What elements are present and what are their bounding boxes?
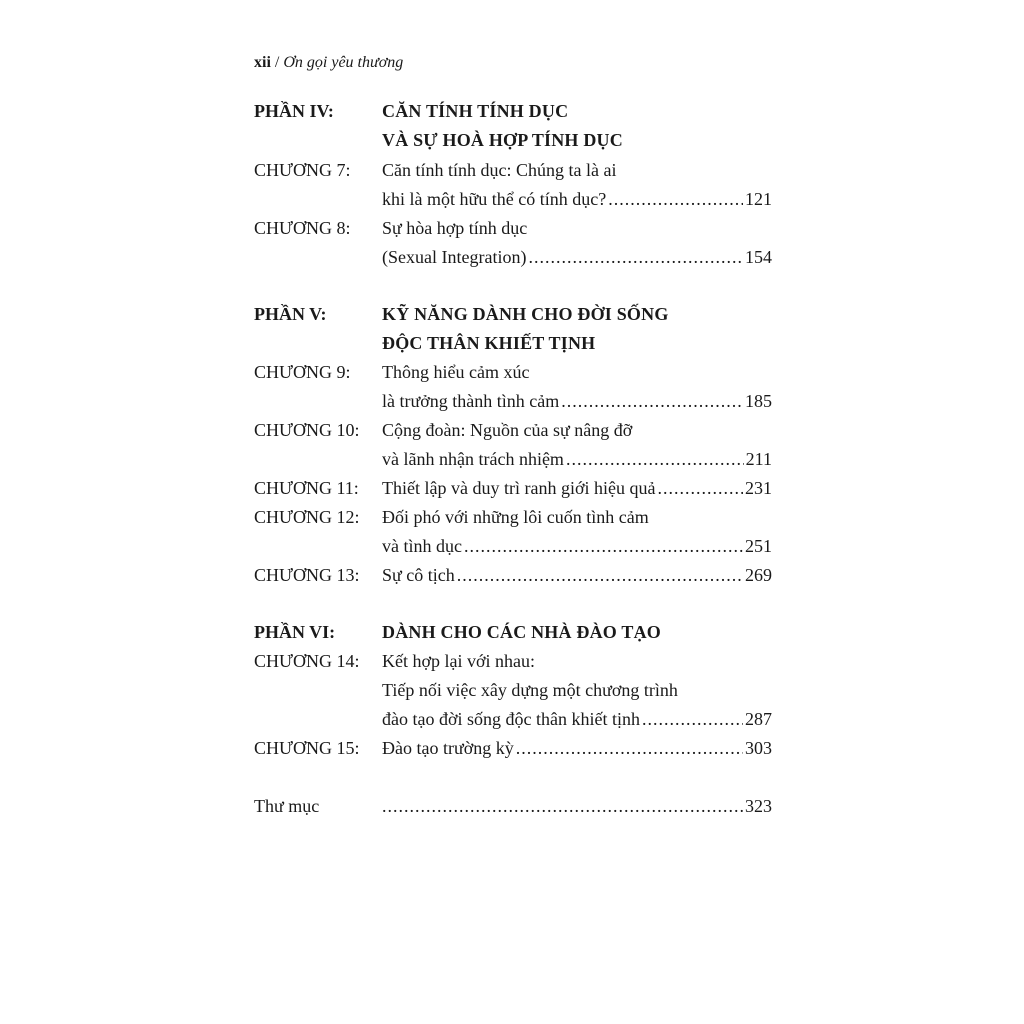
chapter-12-entry[interactable]: [254, 532, 772, 561]
chapter-8: [254, 214, 772, 243]
part-4-heading: [254, 97, 772, 126]
chapter-title-line: Kết hợp lại với nhau:: [382, 651, 536, 671]
chapter-label: CHƯƠNG 13:: [254, 565, 360, 585]
chapter-10: [254, 416, 772, 445]
chapter-title-line: khi là một hữu thể có tính dục?: [382, 189, 607, 209]
chapter-title-line: Sự hòa hợp tính dục: [382, 218, 528, 238]
chapter-title-line: là trưởng thành tình cảm: [382, 391, 560, 411]
page-ref: 211: [745, 449, 772, 469]
page-ref: 287: [745, 709, 772, 729]
part-label: PHẦN IV:: [254, 101, 334, 121]
part-title-line: VÀ SỰ HOÀ HỢP TÍNH DỤC: [382, 130, 623, 150]
part-title-line: CĂN TÍNH TÍNH DỤC: [382, 101, 569, 121]
chapter-title-line: đào tạo đời sống độc thân khiết tịnh: [382, 709, 640, 729]
leader-dots: [561, 387, 743, 416]
leader-dots: [382, 792, 743, 821]
chapter-8-entry[interactable]: [254, 243, 772, 272]
part-title-line: KỸ NĂNG DÀNH CHO ĐỜI SỐNG: [382, 304, 669, 324]
part-4-heading-line2: [254, 126, 772, 155]
page-ref: 185: [745, 391, 772, 411]
leader-dots: [566, 445, 744, 474]
part-title-line: ĐỘC THÂN KHIẾT TỊNH: [382, 333, 596, 353]
chapter-label: CHƯƠNG 8:: [254, 218, 351, 238]
chapter-label: CHƯƠNG 15:: [254, 738, 360, 758]
chapter-title-line: Thông hiểu cảm xúc: [382, 362, 530, 382]
chapter-title-line: Sự cô tịch: [382, 565, 455, 585]
chapter-7: [254, 156, 772, 185]
chapter-title-line: Tiếp nối việc xây dựng một chương trình: [382, 680, 678, 700]
chapter-10-entry[interactable]: [254, 445, 772, 474]
chapter-label: CHƯƠNG 14:: [254, 651, 360, 671]
chapter-13[interactable]: [254, 561, 772, 590]
chapter-title-line: và lãnh nhận trách nhiệm: [382, 449, 564, 469]
chapter-label: CHƯƠNG 12:: [254, 507, 360, 527]
chapter-title-line: Thiết lập và duy trì ranh giới hiệu quả: [382, 478, 656, 498]
leader-dots: [657, 474, 743, 503]
part-title-line: DÀNH CHO CÁC NHÀ ĐÀO TẠO: [382, 622, 661, 642]
chapter-14-entry[interactable]: [254, 705, 772, 734]
page-number: xii: [254, 54, 271, 71]
page-ref: 231: [745, 478, 772, 498]
chapter-15[interactable]: [254, 734, 772, 763]
chapter-title-line: và tình dục: [382, 536, 462, 556]
running-header: [254, 54, 403, 72]
part-label: PHẦN VI:: [254, 622, 336, 642]
page-ref: 303: [745, 738, 772, 758]
chapter-label: CHƯƠNG 7:: [254, 160, 351, 180]
chapter-14: [254, 647, 772, 676]
chapter-title-line: Đối phó với những lôi cuốn tình cảm: [382, 507, 649, 527]
chapter-title-line: Căn tính tính dục: Chúng ta là ai: [382, 160, 617, 180]
bibliography-label: Thư mục: [254, 796, 320, 816]
chapter-14-line2: [254, 676, 772, 705]
page-ref: 269: [745, 565, 772, 585]
chapter-label: CHƯƠNG 10:: [254, 420, 360, 440]
chapter-11[interactable]: [254, 474, 772, 503]
part-6-heading: [254, 618, 772, 647]
page-ref: 154: [745, 247, 772, 267]
leader-dots: [457, 561, 743, 590]
page-ref: 121: [745, 189, 772, 209]
page-ref: 323: [745, 796, 772, 816]
bibliography-entry[interactable]: [254, 792, 772, 821]
chapter-9: [254, 358, 772, 387]
leader-dots: [528, 243, 743, 272]
book-title: Ơn gọi yêu thương: [283, 54, 404, 71]
header-separator: /: [274, 54, 280, 71]
leader-dots: [642, 705, 743, 734]
page-ref: 251: [745, 536, 772, 556]
leader-dots: [608, 185, 743, 214]
part-5-heading: [254, 300, 772, 329]
chapter-label: CHƯƠNG 11:: [254, 478, 359, 498]
leader-dots: [516, 734, 743, 763]
chapter-title-line: Cộng đoàn: Nguồn của sự nâng đỡ: [382, 420, 633, 440]
part-label: PHẦN V:: [254, 304, 327, 324]
part-5-heading-line2: [254, 329, 772, 358]
chapter-9-entry[interactable]: [254, 387, 772, 416]
chapter-7-entry[interactable]: [254, 185, 772, 214]
chapter-title-line: (Sexual Integration): [382, 247, 527, 267]
chapter-12: [254, 503, 772, 532]
leader-dots: [464, 532, 743, 561]
chapter-title-line: Đào tạo trường kỳ: [382, 738, 514, 758]
chapter-label: CHƯƠNG 9:: [254, 362, 351, 382]
